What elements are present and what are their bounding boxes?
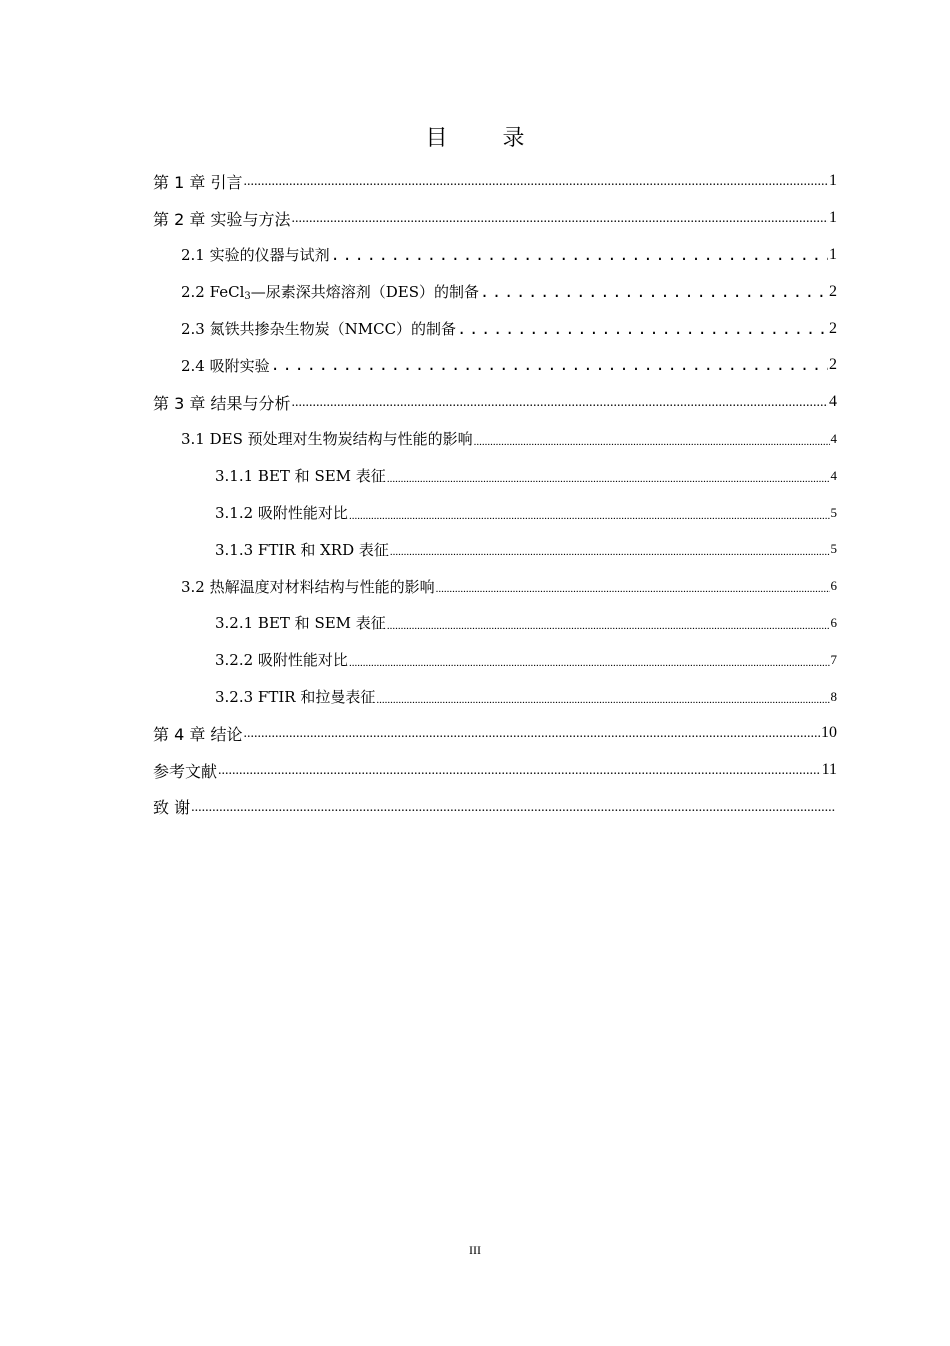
toc-entry[interactable]: [153, 310, 837, 347]
toc-entry[interactable]: [153, 568, 837, 605]
toc-dot-leader: [243, 723, 820, 743]
toc-dot-leader: [387, 613, 830, 633]
toc-entry-page-number: 1: [829, 172, 837, 190]
toc-title: 目 录: [425, 126, 549, 151]
toc-entry[interactable]: [153, 273, 837, 310]
toc-entry-page-number: 10: [821, 724, 837, 742]
toc-entry-label: 3.2.3 FTIR 和拉曼表征: [215, 688, 376, 707]
toc-entry-page-number: 4: [830, 430, 837, 446]
toc-dot-leader: [387, 466, 830, 486]
toc-entry-page-number: 2: [829, 282, 837, 300]
toc-dot-leader: [376, 687, 829, 707]
toc-entry-label: [181, 281, 479, 302]
toc-entry[interactable]: [153, 200, 837, 237]
toc-dot-leader: [474, 429, 830, 449]
toc-entry-page-number: 5: [830, 504, 837, 520]
toc-entry-page-number: 6: [830, 578, 837, 594]
toc-entry[interactable]: [153, 531, 837, 568]
toc-dot-leader: [349, 503, 830, 523]
toc-entry-label: 3.1.2 吸附性能对比: [215, 504, 348, 523]
toc-entry-page-number: 4: [829, 393, 837, 411]
toc-entry-label: 2.3 氮铁共掺杂生物炭（NMCC）的制备: [181, 320, 457, 339]
toc-entry[interactable]: [153, 347, 837, 384]
toc-dot-leader: [218, 760, 821, 780]
toc-dot-leader: [457, 319, 828, 339]
toc-entry[interactable]: [153, 457, 837, 494]
toc-entry-label: 致 谢: [153, 798, 191, 818]
toc-dot-leader: [243, 171, 828, 191]
toc-dot-leader: [191, 797, 836, 817]
toc-dot-leader: [271, 355, 828, 375]
toc-entry-label: 2.1 实验的仪器与试剂: [181, 246, 330, 265]
toc-entry-label: 3.2.1 BET 和 SEM 表征: [215, 614, 386, 633]
toc-entry-label: 第 1 章 引言: [153, 172, 243, 192]
toc-entry-label-part: 2.2 FeCl: [181, 283, 245, 302]
toc-dot-leader: [291, 208, 828, 228]
toc-entry-label: 第 4 章 结论: [153, 724, 243, 744]
toc-entry-page-number: 6: [830, 614, 837, 630]
toc-entry[interactable]: [153, 237, 837, 274]
toc-entry-page-number: 11: [821, 761, 837, 779]
toc-entry-label: 3.1.1 BET 和 SEM 表征: [215, 467, 386, 486]
toc-entry-label: 3.2.2 吸附性能对比: [215, 651, 348, 670]
toc-entry[interactable]: [153, 163, 837, 200]
toc-entry-label: 参考文献: [153, 761, 218, 781]
toc-entry-label: 3.2 热解温度对材料结构与性能的影响: [181, 577, 435, 596]
toc-entry-page-number: 7: [830, 651, 837, 667]
toc-entry[interactable]: [153, 752, 837, 789]
toc-entry[interactable]: [153, 384, 837, 421]
toc-entry-page-number: 1: [829, 245, 837, 263]
toc-entry[interactable]: [153, 641, 837, 678]
toc-entry[interactable]: [153, 494, 837, 531]
toc-entry[interactable]: [153, 678, 837, 715]
toc-dot-leader: [480, 282, 828, 302]
toc-entry-page-number: 4: [830, 467, 837, 483]
toc-entry-label-subscript: 3: [244, 291, 251, 303]
toc-entry[interactable]: [153, 605, 837, 642]
toc-dot-leader: [349, 650, 830, 670]
table-of-contents: [153, 163, 837, 825]
toc-entry-label: 第 2 章 实验与方法: [153, 209, 291, 229]
toc-entry-page-number: 1: [829, 209, 837, 227]
page-footer-number: III: [469, 1243, 481, 1257]
toc-entry-label: 3.1.3 FTIR 和 XRD 表征: [215, 540, 389, 559]
toc-entry-label: 第 3 章 结果与分析: [153, 393, 291, 413]
toc-dot-leader: [331, 245, 828, 265]
toc-entry-label-part: —尿素深共熔溶剂（DES）的制备: [250, 283, 480, 302]
toc-entry[interactable]: [153, 789, 837, 826]
toc-entry[interactable]: [153, 715, 837, 752]
toc-entry[interactable]: [153, 421, 837, 458]
toc-dot-leader: [291, 392, 828, 412]
toc-entry-label: 3.1 DES 预处理对生物炭结构与性能的影响: [181, 430, 473, 449]
toc-entry-label: 2.4 吸附实验: [181, 356, 270, 375]
toc-entry-page-number: 2: [829, 319, 837, 337]
toc-entry-page-number: 2: [829, 356, 837, 374]
toc-dot-leader: [390, 539, 830, 559]
toc-entry-page-number: 5: [830, 541, 837, 557]
toc-dot-leader: [436, 576, 830, 596]
toc-entry-page-number: 8: [830, 688, 837, 704]
